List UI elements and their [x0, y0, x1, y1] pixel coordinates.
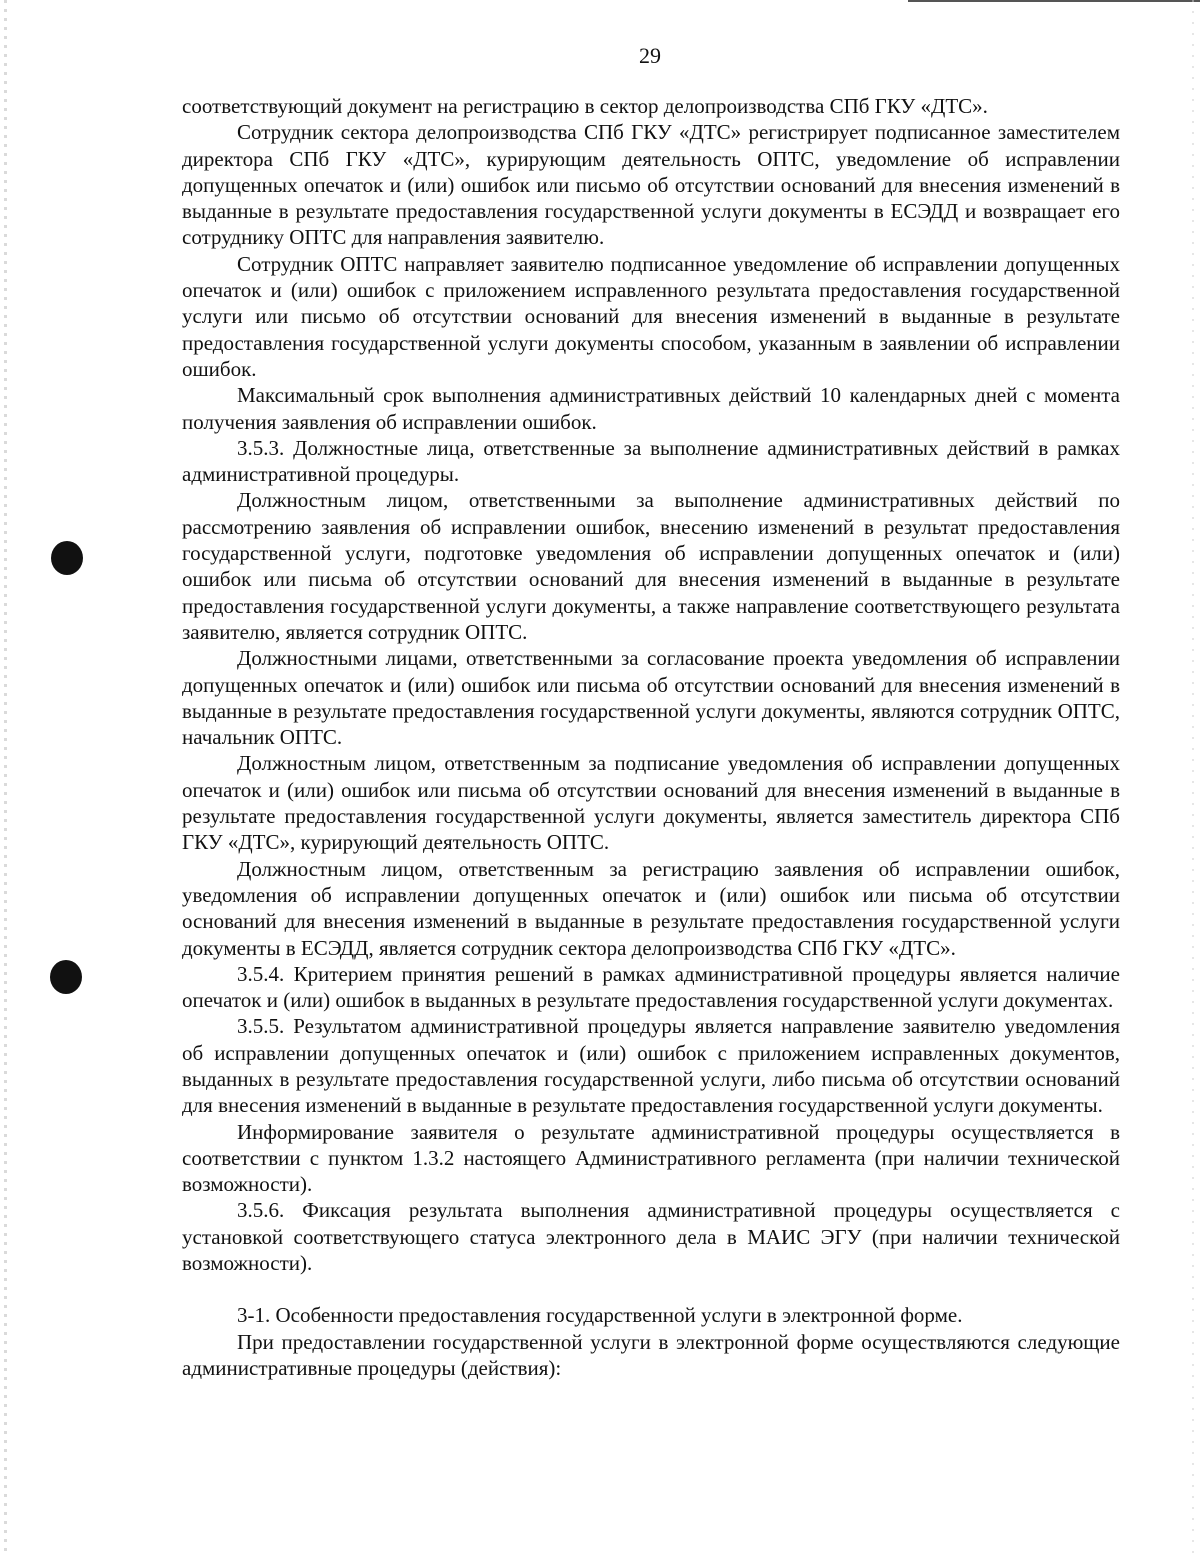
- paragraph: При предоставлении государственной услуги в электронной форме осуществляются следующие административные процедуры (действия):: [182, 1329, 1120, 1380]
- scan-left-edge: [4, 0, 7, 1553]
- document-body: [182, 93, 1120, 1381]
- punch-hole: [51, 541, 83, 575]
- paragraph: Сотрудник сектора делопроизводства СПб ГКУ «ДТС» регистрирует подписанное заместителем директора СПб ГКУ «ДТС», курирующим деятельность ОПТС, уведомление об исправлении допущенных опечаток и (или) ошибок или письмо об отсутствии оснований для внесения изменений в выданные в результате предоставления государственной услуги документы в ЕСЭДД и возвращает его сотруднику ОПТС для направления заявителю.: [182, 120, 1120, 250]
- paragraph: Сотрудник ОПТС направляет заявителю подписанное уведомление об исправлении допущенных опечаток и (или) ошибок с приложением исправленного результата предоставления государственной услуги или письмо об отсутствии оснований для внесения изменений в выданные в результате предоставления государственной услуги документы способом, указанным в заявлении об исправлении ошибок.: [182, 251, 1120, 381]
- punch-hole: [50, 960, 82, 994]
- section-heading: 3-1. Особенности предоставления государственной услуги в электронной форме.: [237, 1303, 963, 1328]
- paragraph: Информирование заявителя о результате административной процедуры осуществляется в соответствии с пунктом 1.3.2 настоящего Административного регламента (при наличии технической возможности).: [182, 1119, 1120, 1197]
- scan-top-line: [908, 0, 1200, 2]
- section-gap: [182, 1276, 1120, 1302]
- paragraph: Должностным лицом, ответственным за регистрацию заявления об исправлении ошибок, уведомления об исправлении допущенных опечаток и (или) ошибок или письма об отсутствии оснований для внесения изменений в выданные в результате предоставления государственной услуги документы в ЕСЭДД, является сотрудник сектора делопроизводства СПб ГКУ «ДТС».: [182, 856, 1120, 960]
- paragraph: соответствующий документ на регистрацию в сектор делопроизводства СПб ГКУ «ДТС».: [182, 94, 988, 118]
- paragraph: Должностным лицом, ответственными за выполнение административных действий по рассмотрению заявления об исправлении ошибок, внесению изменений в результат предоставления государственной услуги, подготовке уведомления об исправлении допущенных опечаток и (или) ошибок или письма об отсутствии оснований для внесения изменений в выданные в результате предоставления государственной услуги документы, а также направление соответствующего результата заявителю, является сотрудник ОПТС.: [182, 488, 1120, 644]
- paragraph: 3.5.4. Критерием принятия решений в рамках административной процедуры является наличие опечаток и (или) ошибок в выданных в результате предоставления государственной услуги документах.: [182, 961, 1120, 1013]
- scan-right-edge: [1192, 0, 1194, 1553]
- page-number: 29: [639, 43, 661, 68]
- paragraph: Должностным лицом, ответственным за подписание уведомления об исправлении допущенных опечаток и (или) ошибок или письма об отсутствии оснований для внесения изменений в выданные в результате предоставления государственной услуги документы, является заместитель директора СПб ГКУ «ДТС», курирующий деятельность ОПТС.: [182, 751, 1120, 855]
- paragraph: 3.5.5. Результатом административной процедуры является направление заявителю уведомления об исправлении допущенных опечаток и (или) ошибок с приложением исправленных документов, выданных в результате предоставления государственной услуги, либо письма об отсутствии оснований для внесения изменений в выданные в результате предоставления государственной услуги документы.: [182, 1014, 1120, 1118]
- paragraph: Максимальный срок выполнения административных действий 10 календарных дней с момента получения заявления об исправлении ошибок.: [182, 383, 1120, 434]
- paragraph: 3.5.3. Должностные лица, ответственные за выполнение административных действий в рамках административной процедуры.: [182, 435, 1120, 487]
- paragraph: Должностными лицами, ответственными за согласование проекта уведомления об исправлении допущенных опечаток и (или) ошибок или письма об отсутствии оснований для внесения изменений в выданные в результате предоставления государственной услуги документы, являются сотрудник ОПТС, начальник ОПТС.: [182, 646, 1120, 750]
- paragraph: 3.5.6. Фиксация результата выполнения административной процедуры осуществляется с установкой соответствующего статуса электронного дела в МАИС ЭГУ (при наличии технической возможности).: [182, 1198, 1120, 1276]
